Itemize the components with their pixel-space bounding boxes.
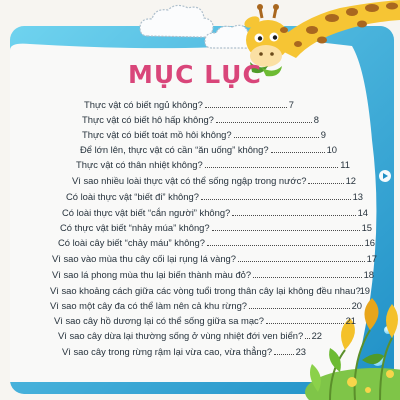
toc-entry-title: Vì sao cây hồ dương lại có thể sống giữa sa mạc? bbox=[54, 315, 264, 326]
toc-entry-title: Vì sao lá phong mùa thu lại biến thành màu đỏ? bbox=[52, 269, 252, 280]
toc-leader-dots bbox=[308, 182, 344, 184]
toc-entry-title: Thực vật có biết toát mồ hôi không? bbox=[82, 129, 232, 140]
toc-leader-dots bbox=[232, 214, 356, 216]
toc-entry-page: 9 bbox=[320, 129, 326, 140]
cloud-icon bbox=[140, 5, 213, 37]
toc-entry-page: 11 bbox=[340, 159, 350, 170]
toc-entry-page: 22 bbox=[311, 330, 322, 341]
toc-leader-dots bbox=[212, 229, 360, 231]
toc-entry-page: 13 bbox=[352, 191, 363, 202]
toc-entry-title: Thực vật có biết ngủ không? bbox=[84, 99, 203, 110]
toc-leader-dots bbox=[234, 136, 319, 138]
toc-entry-title: Vì sao cây dừa lại thường sống ở vùng nhiệt đới ven biển? bbox=[58, 330, 304, 341]
toc-entry-page: 20 bbox=[351, 300, 362, 311]
toc-leader-dots bbox=[274, 353, 294, 355]
toc-entry-page: 17 bbox=[366, 253, 377, 264]
toc-leader-dots bbox=[205, 106, 287, 108]
next-page-icon[interactable] bbox=[379, 170, 391, 182]
toc-entry-title: Có thực vật biết “nhảy múa” không? bbox=[60, 222, 210, 233]
toc-leader-dots bbox=[238, 260, 365, 262]
toc-leader-dots bbox=[253, 276, 362, 278]
toc-entry[interactable] bbox=[62, 345, 306, 358]
toc-entry[interactable] bbox=[60, 221, 372, 234]
toc-entry[interactable] bbox=[72, 174, 356, 187]
toc-entry-page: 14 bbox=[357, 207, 368, 218]
toc-entry-title: Thực vật có biết hô hấp không? bbox=[82, 114, 214, 125]
toc-entry-page: 21 bbox=[345, 315, 356, 326]
toc-entry-title: Thực vật có thân nhiệt không? bbox=[76, 159, 203, 170]
toc-leader-dots bbox=[271, 151, 325, 153]
toc-entry[interactable] bbox=[66, 190, 363, 203]
toc-entry[interactable] bbox=[54, 314, 356, 327]
toc-entry[interactable] bbox=[82, 128, 326, 141]
toc-entry-title: Vì sao nhiều loài thực vật có thể sống ngập trong nước? bbox=[72, 175, 307, 186]
toc-entry[interactable] bbox=[62, 206, 368, 219]
toc-entry[interactable] bbox=[76, 158, 350, 171]
toc-entry-page: 7 bbox=[288, 99, 294, 110]
toc-entry[interactable] bbox=[52, 252, 377, 265]
toc-entry-page: 10 bbox=[326, 144, 337, 155]
toc-entry[interactable] bbox=[58, 329, 322, 342]
toc-entry-page: 12 bbox=[345, 175, 356, 186]
toc-leader-dots bbox=[201, 198, 351, 200]
toc-entry[interactable] bbox=[52, 268, 374, 281]
toc-entry[interactable] bbox=[58, 236, 375, 249]
toc-entry-title: Để lớn lên, thực vật có cần “ăn uống” không? bbox=[80, 144, 269, 155]
toc-leader-dots bbox=[249, 307, 350, 309]
toc-leader-dots bbox=[266, 322, 344, 324]
toc-entry-title: Vì sao khoảng cách giữa các vòng tuổi trong thân cây lại không đều nhau? bbox=[50, 285, 361, 296]
toc-entry-title: Vì sao vào mùa thu cây cối lại rụng lá vàng? bbox=[52, 253, 236, 264]
toc-leader-dots bbox=[205, 166, 338, 168]
page-title: MỤC LỤC bbox=[128, 60, 262, 89]
toc-entry-page: 19 bbox=[359, 285, 370, 296]
toc-entry-page: 15 bbox=[361, 222, 372, 233]
toc-entry-title: Có loài cây biết “chảy máu” không? bbox=[58, 237, 205, 248]
toc-entry[interactable] bbox=[82, 113, 319, 126]
toc-leader-dots bbox=[216, 121, 312, 123]
toc-entry-title: Vì sao một cây đa có thể làm nên cả khu rừng? bbox=[50, 300, 248, 311]
toc-leader-dots bbox=[207, 244, 363, 246]
toc-entry-title: Vì sao cây trong rừng rậm lại vừa cao, vừa thẳng? bbox=[62, 346, 273, 357]
toc-entry[interactable] bbox=[84, 98, 294, 111]
toc-entry-title: Có loài thực vật “biết đi” không? bbox=[66, 191, 199, 202]
toc-entry[interactable] bbox=[80, 143, 337, 156]
toc-entry-title: Có loài thực vật biết “cắn người” không? bbox=[62, 207, 231, 218]
toc-entry-page: 23 bbox=[295, 346, 306, 357]
toc-entry-page: 18 bbox=[363, 269, 374, 280]
toc-leader-dots bbox=[305, 337, 310, 339]
toc-entry-page: 8 bbox=[313, 114, 319, 125]
toc-entry[interactable] bbox=[50, 284, 370, 297]
toc-entry[interactable] bbox=[50, 299, 362, 312]
toc-entry-page: 16 bbox=[364, 237, 375, 248]
